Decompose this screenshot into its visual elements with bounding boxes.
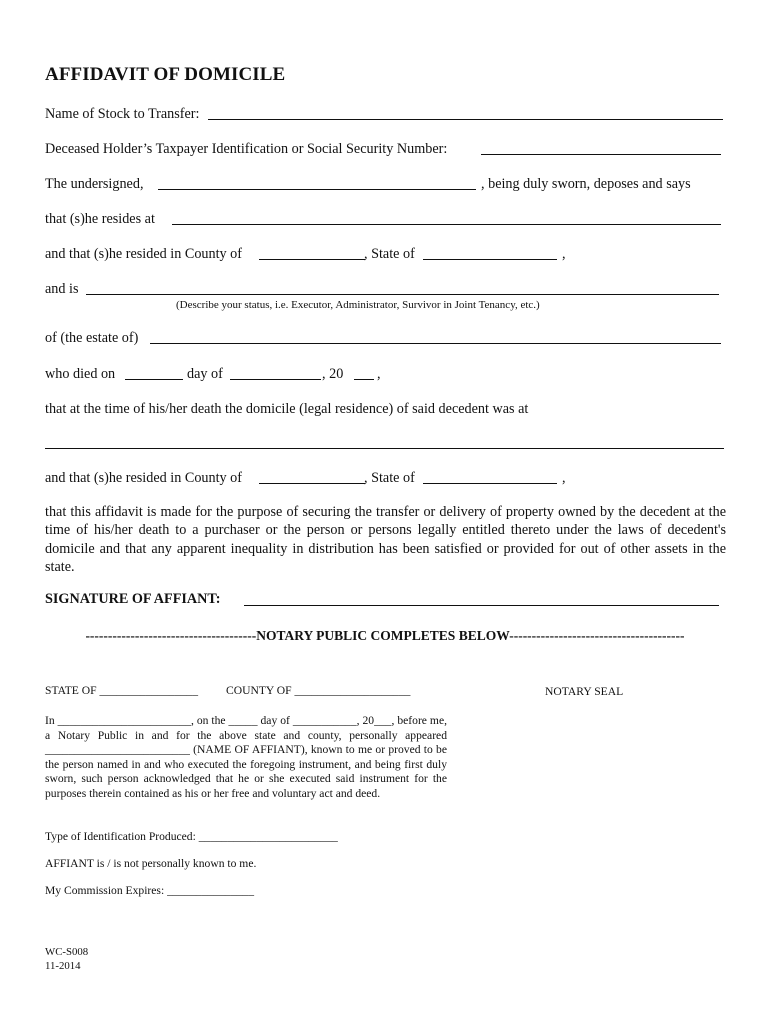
county-label-2: and that (s)he resided in County of	[45, 470, 243, 486]
death-month-field[interactable]	[230, 379, 321, 380]
form-date: 11-2014	[45, 960, 81, 972]
died-on-label: who died on	[45, 366, 116, 382]
commission-expires-label: My Commission Expires: _______________	[45, 884, 255, 897]
state-label: , State of	[364, 246, 415, 262]
affiant-name-field[interactable]	[158, 189, 476, 190]
state-field[interactable]	[423, 259, 557, 260]
signature-field[interactable]	[244, 605, 719, 606]
stock-name-label: Name of Stock to Transfer:	[45, 106, 200, 122]
notary-section-header: --------------------------------------NOTARY PUBLIC COMPLETES BELOW---------------------------------------	[85, 628, 685, 643]
death-year-field[interactable]	[354, 379, 374, 380]
personally-known-label: AFFIANT is / is not personally known to me.	[45, 857, 257, 870]
domicile-address-field[interactable]	[45, 448, 724, 449]
identification-label: Type of Identification Produced: ________________________	[45, 830, 338, 843]
comma-text: ,	[562, 470, 566, 486]
death-day-field[interactable]	[125, 379, 183, 380]
sworn-label: , being duly sworn, deposes and says	[481, 176, 691, 192]
comma-text: ,	[377, 366, 381, 382]
notary-county-label: COUNTY OF ____________________	[226, 684, 411, 697]
estate-label: of (the estate of)	[45, 330, 139, 346]
taxpayer-id-field[interactable]	[481, 154, 721, 155]
and-is-label: and is	[45, 281, 79, 297]
signature-label: SIGNATURE OF AFFIANT:	[45, 591, 221, 607]
document-title: AFFIDAVIT OF DOMICILE	[45, 64, 286, 85]
comma-text: ,	[562, 246, 566, 262]
residence-address-field[interactable]	[172, 224, 721, 225]
resides-label: that (s)he resides at	[45, 211, 155, 227]
notary-state-label: STATE OF _________________	[45, 684, 199, 697]
day-of-label: day of	[187, 366, 223, 382]
county-field[interactable]	[259, 259, 365, 260]
stock-name-field[interactable]	[208, 119, 723, 120]
status-hint: (Describe your status, i.e. Executor, Administrator, Survivor in Joint Tenancy, etc.)	[176, 299, 540, 311]
domicile-label: that at the time of his/her death the domicile (legal residence) of said decedent was at	[45, 401, 529, 417]
undersigned-label: The undersigned,	[45, 176, 144, 192]
county-field-2[interactable]	[259, 483, 365, 484]
taxpayer-id-label: Deceased Holder’s Taxpayer Identification or Social Security Number:	[45, 141, 448, 157]
notary-paragraph: In _______________________, on the _____ day of ___________, 20___, before me, a Notary Public in and for the above state and county, personally appeared _________________________ (NAME OF AFFIANT), known to me or proved to be the person named in and who executed the foregoing instrument, and being first duly sworn, such person acknowledged that he or she executed said instrument for the purposes therein contained as his or her free and voluntary act and deed.	[45, 714, 447, 800]
notary-seal-label: NOTARY SEAL	[545, 685, 624, 698]
status-field[interactable]	[86, 294, 719, 295]
form-number: WC-S008	[45, 946, 89, 958]
state-label-2: , State of	[364, 470, 415, 486]
estate-name-field[interactable]	[150, 343, 721, 344]
county-label: and that (s)he resided in County of	[45, 246, 243, 262]
state-field-2[interactable]	[423, 483, 557, 484]
year-label: , 20	[322, 366, 344, 382]
purpose-paragraph: that this affidavit is made for the purpose of securing the transfer or delivery of property owned by the decedent at the time of his/her death to a purchaser or the person or persons legally entitled thereto under the laws of decedent's domicile and that any apparent inequality in distribution has been satisfied or provided for out of other assets in the state.	[45, 504, 726, 575]
